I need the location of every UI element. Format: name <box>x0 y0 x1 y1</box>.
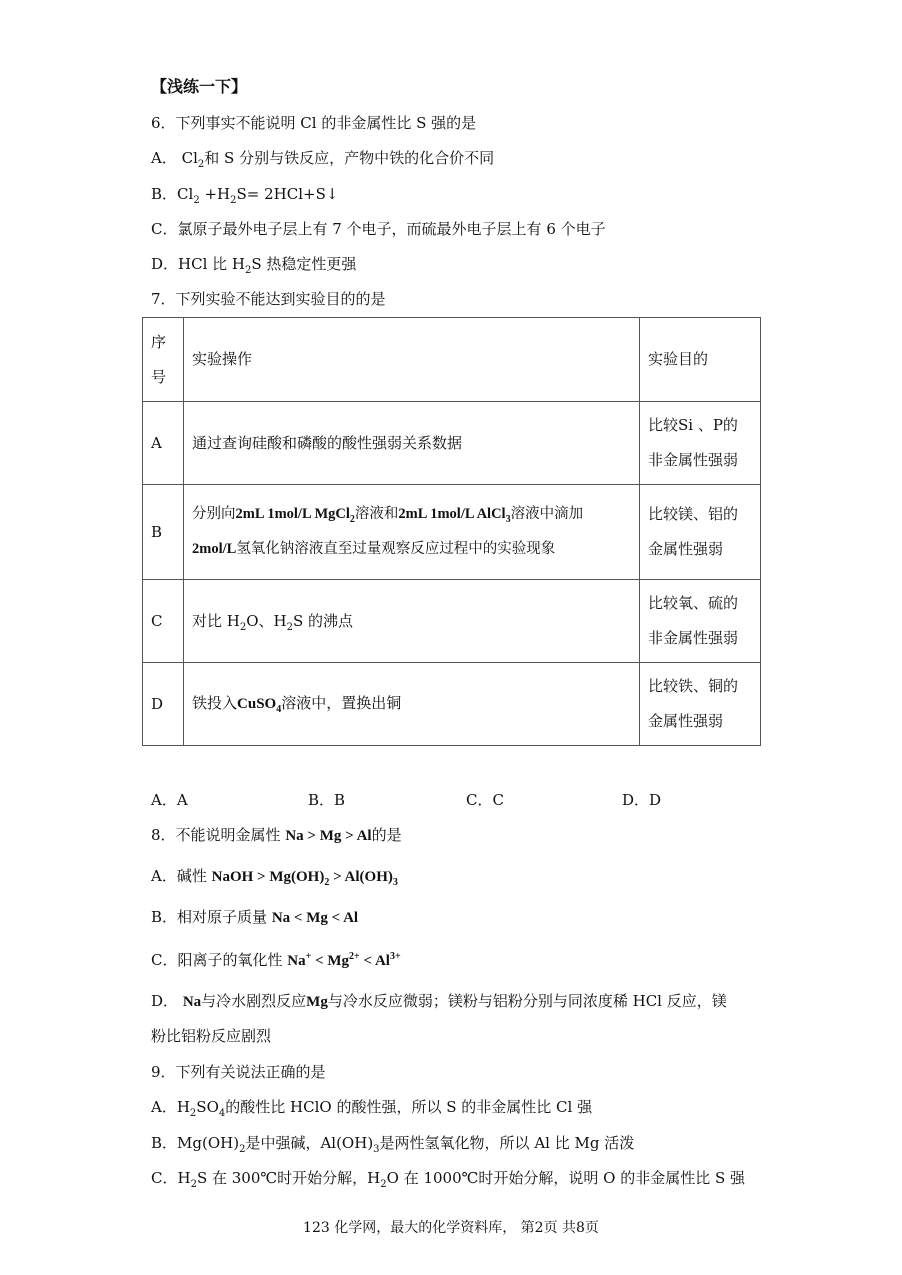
q8-option-d: D． Na与冷水剧烈反应Mg与冷水反应微弱；镁粉与铝粉分别与同浓度稀 HCl 反应，镁 <box>151 992 727 1010</box>
q9-option-a: A．$H_2SO_4$的酸性比 HClO 的酸性强，所以 S 的非金属性比 Cl 强 <box>151 1098 593 1119</box>
row-operation: 对比 $H_2O$、$H_2S$ 的沸点 <box>184 580 640 663</box>
experiment-table <box>142 317 761 746</box>
q8-option-a: A．碱性 NaOH > $Mg(OH)_2 > Al(OH)_3$ <box>151 867 398 888</box>
q6-option-d: D．HCl 比 $H_2S$ 热稳定性更强 <box>151 255 357 276</box>
row-operation: 分别向2mL 1mol/L MgCl$_2$溶液和2mL 1mol/L AlCl$_3$溶液中滴加 2mol/L氢氧化钠溶液直至过量观察反应过程中的实验现象 <box>184 485 640 580</box>
q8-option-c: C．阳离子的氧化性 $Na^+ < Mg^{2+} < Al^{3+}$ <box>151 951 401 969</box>
row-seq: C <box>143 580 184 663</box>
page-footer: 123 化学网，最大的化学资料库， 第2页 共8页 <box>303 1220 599 1236</box>
row-goal: 比较镁、铝的 金属性强弱 <box>640 485 761 580</box>
q8-option-b: B．相对原子质量 Na < Mg < Al <box>151 908 359 926</box>
q6-option-c: C．氯原子最外电子层上有 7 个电子，而硫最外电子层上有 6 个电子 <box>151 220 606 238</box>
header-operation: 实验操作 <box>184 318 640 402</box>
row-goal: 比较Si 、P的 非金属性强弱 <box>640 402 761 485</box>
row-seq: B <box>143 485 184 580</box>
table-row <box>143 580 761 663</box>
section-heading: 【浅练一下】 <box>151 77 248 96</box>
q7-option-c: C．C <box>466 791 504 809</box>
table-row <box>143 663 761 746</box>
row-seq: D <box>143 663 184 746</box>
header-seq: 序 号 <box>143 318 184 402</box>
row-operation: 铁投入CuSO$_4$溶液中，置换出铜 <box>184 663 640 746</box>
q7-option-b: B．B <box>308 791 346 809</box>
q6-option-b: B．$Cl_2 +H_2S=$ 2HCl+S↓ <box>151 185 339 206</box>
q8-option-d-continued: 粉比铝粉反应剧烈 <box>151 1027 272 1045</box>
row-seq: A <box>143 402 184 485</box>
table-header-row <box>143 318 761 402</box>
row-goal: 比较铁、铜的 金属性强弱 <box>640 663 761 746</box>
table-row <box>143 485 761 580</box>
question-9-stem: 9．下列有关说法正确的是 <box>151 1063 326 1081</box>
q7-options <box>151 789 751 809</box>
question-7-stem: 7．下列实验不能达到实验目的的是 <box>151 290 386 308</box>
question-8-stem: 8．不能说明金属性 Na > Mg > Al的是 <box>151 826 402 844</box>
row-goal: 比较氧、硫的 非金属性强弱 <box>640 580 761 663</box>
q6-option-a: A． $Cl_2$和 S 分别与铁反应，产物中铁的化合价不同 <box>151 149 495 170</box>
header-goal: 实验目的 <box>640 318 761 402</box>
q9-option-c: C．$H_2S$ 在 300℃时开始分解，$H_2O$ 在 1000℃时开始分解，说明 O 的非金属性比 S 强 <box>151 1169 746 1190</box>
table-row <box>143 402 761 485</box>
row-operation: 通过查询硅酸和磷酸的酸性强弱关系数据 <box>184 402 640 485</box>
q7-option-a: A．A <box>151 791 188 809</box>
q7-option-d: D．D <box>622 791 662 809</box>
question-6-stem: 6．下列事实不能说明 Cl 的非金属性比 S 强的是 <box>151 114 477 132</box>
q9-option-b: B．$Mg(OH)_2$是中强碱，$Al(OH)_3$是两性氢氧化物，所以 Al 比 Mg 活泼 <box>151 1134 635 1155</box>
